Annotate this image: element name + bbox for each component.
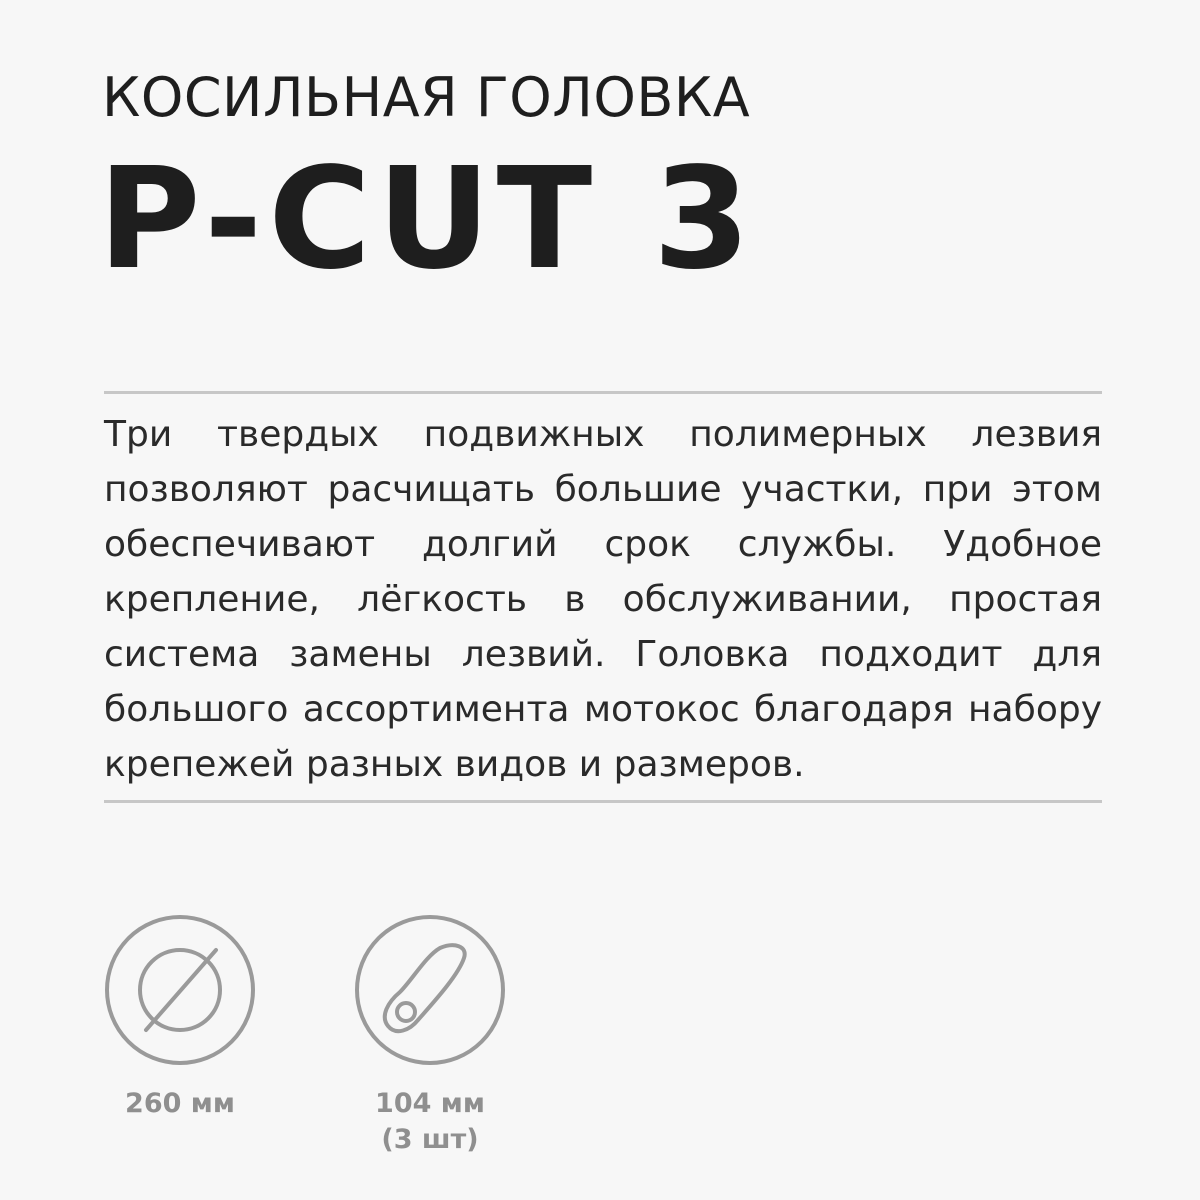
divider-top — [104, 391, 1102, 394]
diameter-icon — [102, 912, 258, 1068]
spec-diameter — [102, 912, 258, 1122]
product-title: P-CUT 3 — [98, 138, 757, 301]
spec-blade-length: 104 мм — [375, 1088, 485, 1119]
blade-icon — [352, 912, 508, 1068]
divider-bottom — [104, 800, 1102, 803]
spec-diameter-value: 260 мм — [125, 1088, 235, 1119]
spec-blade-value — [352, 1086, 508, 1158]
spec-blade-count: (3 шт) — [381, 1124, 479, 1155]
product-subtitle: КОСИЛЬНАЯ ГОЛОВКА — [102, 66, 751, 129]
spec-blade — [352, 912, 508, 1158]
product-description: Три твердых подвижных полимерных лезвия позволяют расчищать большие участки, при этом обеспечивают долгий срок службы. Удобное крепление, лёгкость в обслуживании, простая система замены лезвий. Головка подходит для большого ассортимента мотокос благодаря набору крепежей разных видов и размеров. — [104, 414, 1102, 785]
